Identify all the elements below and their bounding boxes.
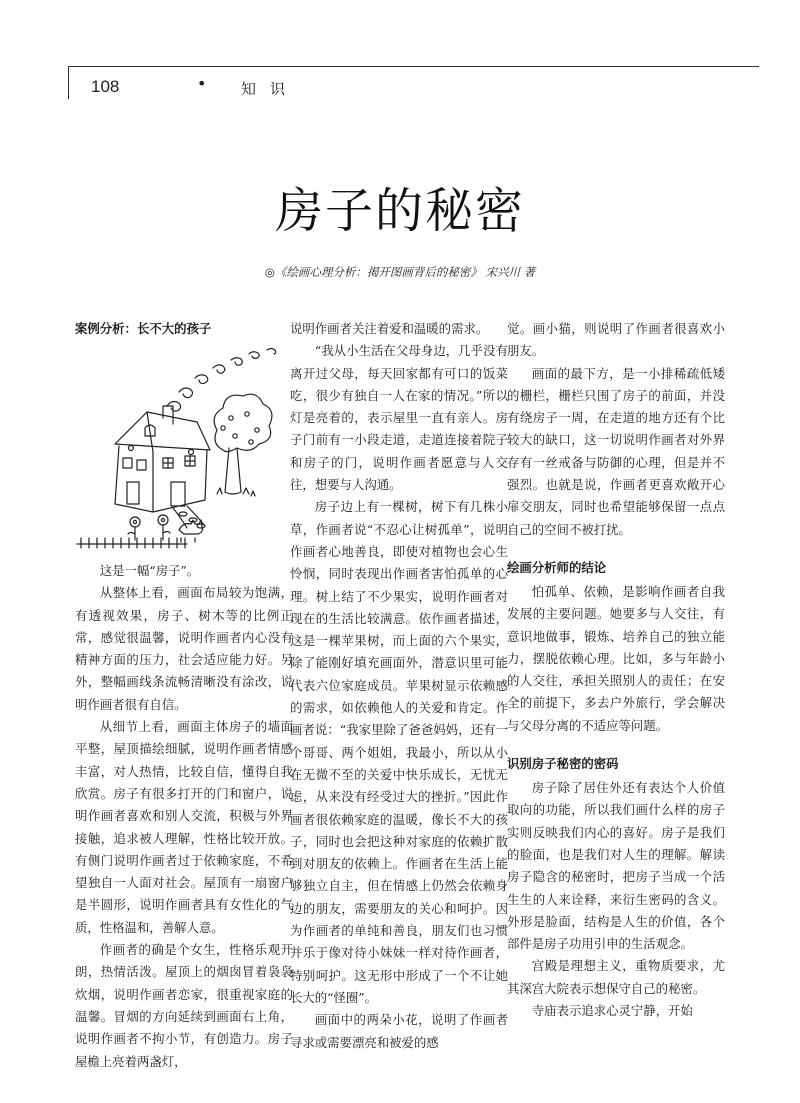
paragraph: 房子除了居住外还有表达个人价值取向的功能，所以我们画什么样的房子实则反映我们内心的喜好。房子是我们的脸面，也是我们对人生的理解。解读房子隐含的秘密时，把房子当成一个活生生的人来诠释，来衍生密码的含义。外形是脸面，结构是人生的价值，各个部件是房子功用引申的生活观念。 — [507, 780, 725, 952]
paragraph: 画面中的两朵小花，说明了作画者寻求或需要漂亮和被爱的感 — [290, 1012, 508, 1050]
house-drawing-illustration — [75, 344, 290, 554]
paragraph: 怕孤单、依赖，是影响作画者自我发展的主要问题。她要多与人交往，有意识地做事，锻炼、培养自己的独立能力，摆脱依赖心理。比如，多与年龄小的人交往，承担关照别人的责任；在安全的前提下，多去户外旅行，学会解决与父母分离的不适应等问题。 — [507, 583, 725, 733]
article-title: 房子的秘密 — [274, 183, 525, 239]
section-name: 知识 — [241, 80, 300, 98]
paragraph: 说明作画者关注着爱和温暖的需求。 — [290, 321, 489, 336]
section-heading-case: 案例分析：长不大的孩子 — [75, 321, 212, 336]
paragraph: “我从小生活在父母身边，几乎没有离开过父母，每天回家都有可口的饭菜吃，很少有独自一人在家的情况。”所以灯是亮着的，表示屋里一直有亲人。房子门前有一小段走道，走道连接着院子和房子的门，说明作画者愿意与人交往，想要与人沟通。 — [290, 343, 508, 493]
paragraph: 宫殿是理想主义，重物质要求，尤其深宫大院表示想保守自己的秘密。 — [507, 958, 725, 996]
section-heading-code: 识别房子秘密的密码 — [507, 756, 619, 772]
paragraph: 这是一幅“房子”。 — [99, 563, 200, 578]
paragraph: 觉。画小猫，则说明了作画者很喜欢小朋友。 — [507, 321, 725, 359]
column-2 — [290, 318, 508, 1054]
source-byline: ◎《绘画心理分析：揭开图画背后的秘密》 宋兴川 著 — [264, 265, 536, 279]
column-1 — [75, 318, 293, 1073]
paragraph: 从细节上看，画面主体房子的墙面平整，屋顶描绘细腻，说明作画者情感丰富，对人热情，比较自信，懂得自我欣赏。房子有很多打开的门和窗户，说明作画者喜欢和别人交流，积极与外界接触，追求被人理解，性格比较开放。有侧门说明作画者过于依赖家庭，不希望独自一人面对社会。屋顶有一扇窗户是半圆形，说明作画者具有女性化的气质，性格温和，善解人意。 — [75, 719, 293, 935]
page-number: 108 — [91, 77, 120, 96]
paragraph: 寺庙表示追求心灵宁静，开始 — [531, 1003, 693, 1019]
paragraph: 从整体上看，画面布局较为饱满，有透视效果，房子、树木等的比例正常，感觉很温馨，说明作画者内心没有精神方面的压力，社会适应能力好。另外，整幅画线条流畅清晰没有涂改，说明作画者很有自信。 — [75, 585, 293, 712]
paragraph: 作画者的确是个女生，性格乐观开朗，热情活泼。屋顶上的烟囱冒着袅袅炊烟，说明作画者恋家，很重视家庭的温馨。冒烟的方向延续到画面右上角，说明作画者不拘小节，有创造力。房子屋檐上亮着两盏灯， — [75, 942, 293, 1069]
paragraph: 画面的最下方，是一小排稀疏低矮的栅栏，栅栏只围了房子的前面，并没有绕房子一周，在走道的地方还有个比较大的缺口，这一切说明作画者对外界存有一丝戒备与防御的心理，但是并不强烈。也就是说，作画者更喜欢敞开心扉交朋友，同时也希望能够保留一点点自己的空间不被打扰。 — [507, 365, 725, 537]
header-bullet: • — [197, 74, 207, 93]
section-heading-conclusion: 绘画分析师的结论 — [507, 559, 607, 575]
running-header — [68, 66, 759, 99]
paragraph: 房子边上有一棵树，树下有几株小草，作画者说“不忍心让树孤单”，说明作画者心地善良，即使对植物也会心生怜悯，同时表现出作画者害怕孤单的心理。树上结了不少果实，说明作画者对现在的生活比较满意。依作画者描述，这是一棵苹果树，而上面的六个果实，除了能刚好填充画面外，潜意识里可能代表六位家庭成员。苹果树显示依赖感的需求，如依赖他人的关爱和肯定。作画者说：“我家里除了爸爸妈妈，还有一个哥哥、两个姐姐，我最小，所以从小在无微不至的关爱中快乐成长，无忧无虑，从来没有经受过大的挫折。”因此作画者很依赖家庭的温暖，像长不大的孩子，同时也会把这种对家庭的依赖扩散到对朋友的依赖上。作画者在生活上能够独立自主，但在情感上仍然会依赖身边的朋友，需要朋友的关心和呵护。因为作画者的单纯和善良，朋友们也习惯并乐于像对待小妹妹一样对待作画者，特别呵护。这无形中形成了一个不让她长大的“怪圈”。 — [290, 499, 508, 1005]
column-3 — [507, 318, 725, 1022]
